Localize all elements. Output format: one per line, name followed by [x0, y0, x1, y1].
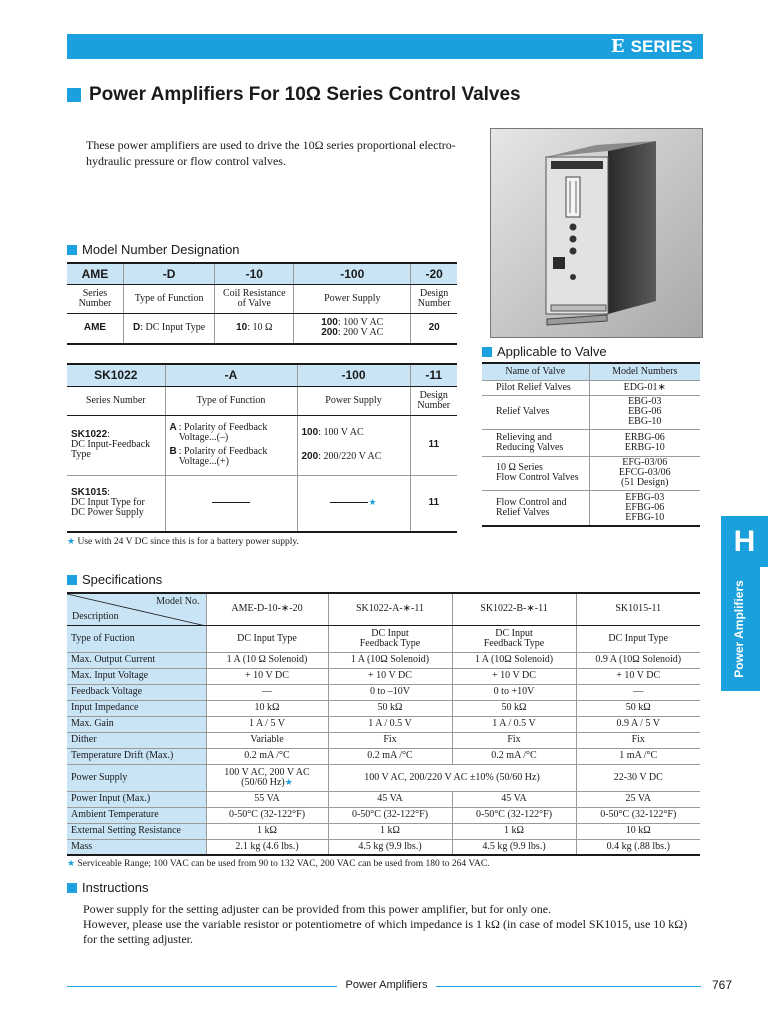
power-text-100: : 100 V AC	[337, 317, 384, 329]
table-row	[67, 684, 700, 700]
valve-models: EBG-03 EBG-06 EBG-10	[628, 396, 662, 427]
header-cell: AME	[67, 263, 123, 284]
function-cell	[123, 313, 214, 344]
title-square-icon	[67, 88, 81, 102]
applicable-valve-table	[482, 362, 700, 527]
spec-label: Power Input (Max.)	[67, 791, 206, 807]
model-designation-table	[67, 262, 457, 345]
section-square-icon	[67, 575, 77, 585]
spec-value: 55 VA	[206, 791, 328, 807]
star-icon: ★	[284, 777, 293, 788]
table-row	[67, 823, 700, 839]
series-text: SERIES	[630, 36, 693, 56]
spec-value: Fix	[452, 732, 576, 748]
table-row	[67, 839, 700, 855]
header-cell: SK1022	[67, 364, 165, 386]
table-row	[482, 380, 700, 395]
spec-value: 1 A (10 Ω Solenoid)	[206, 652, 328, 668]
spec-value: Fix	[576, 732, 700, 748]
spec-label: Type of Fuction	[67, 625, 206, 652]
spec-value: 0.2 mA /°C	[452, 748, 576, 764]
power-200-text: : 200/220 V AC	[318, 451, 382, 462]
battery-note	[67, 537, 299, 547]
valve-models: EFBG-03 EFBG-06 EFBG-10	[625, 491, 665, 523]
valve-models: EFG-03/06 EFCG-03/06 (51 Design)	[618, 457, 671, 488]
section-square-icon	[482, 347, 492, 357]
subheader-cell: Power Supply	[294, 284, 411, 313]
coil-text: : 10 Ω	[247, 322, 273, 334]
header-cell: -10	[215, 263, 294, 284]
spec-value: + 10 V DC	[452, 668, 576, 684]
model-header: SK1022-B-∗-11	[452, 593, 576, 625]
spec-value: 0.2 mA /°C	[328, 748, 452, 764]
design-value: 20	[411, 313, 457, 344]
valve-name: 10 Ω Series Flow Control Valves	[482, 456, 589, 490]
valve-name: Pilot Relief Valves	[482, 380, 589, 395]
table-row	[67, 807, 700, 823]
sk1022-desc: DC Input-Feedback Type	[71, 439, 151, 460]
header-cell: Name of Valve	[482, 363, 589, 380]
spec-value: 1 kΩ	[452, 823, 576, 839]
page-title-text: Power Amplifiers For 10Ω Series Control Valves	[89, 84, 521, 105]
table-row	[482, 395, 700, 429]
spec-value: 10 kΩ	[206, 700, 328, 716]
valve-name: Relieving and Reducing Valves	[482, 429, 589, 456]
sk-designation-table	[67, 363, 457, 533]
header-cell: -20	[411, 263, 457, 284]
corner-top-label: Model No.	[156, 596, 200, 607]
section-tab-text: Power Amplifiers	[732, 580, 746, 678]
table-header-row	[67, 364, 457, 386]
series-banner	[67, 34, 703, 59]
spec-value: + 10 V DC	[576, 668, 700, 684]
series-value: AME	[67, 313, 123, 344]
spec-value: 1 kΩ	[206, 823, 328, 839]
spec-value: 45 VA	[452, 791, 576, 807]
spec-value: 1 kΩ	[328, 823, 452, 839]
spec-value: 25 VA	[576, 791, 700, 807]
specifications-heading-text: Specifications	[82, 572, 163, 587]
header-cell: Model Numbers	[589, 363, 700, 380]
spec-value: 1 A (10Ω Solenoid)	[328, 652, 452, 668]
function-text: : DC Input Type	[140, 322, 206, 334]
battery-note-text: Use with 24 V DC since this is for a battery power supply.	[77, 537, 299, 547]
valve-models: ERBG-06 ERBG-10	[624, 431, 665, 453]
spec-value: 0.9 A (10Ω Solenoid)	[576, 652, 700, 668]
spec-value: 4.5 kg (9.9 lbs.)	[328, 839, 452, 855]
header-cell: -100	[297, 364, 410, 386]
spec-label: Power Supply	[67, 764, 206, 791]
spec-label: Input Impedance	[67, 700, 206, 716]
power-100-code: 100	[301, 427, 319, 438]
corner-bottom-label: Description	[72, 610, 119, 622]
spec-value: 2.1 kg (4.6 lbs.)	[206, 839, 328, 855]
spec-value: 4.5 kg (9.9 lbs.)	[452, 839, 576, 855]
subheader-cell: Type of Function	[165, 386, 297, 415]
subheader-cell: Series Number	[67, 386, 165, 415]
instructions-line-2: However, please use the variable resistor or potentiometre of which impedance is 1 kΩ (in case of model SK1015, use 10 kΩ) for the setting adjuster.	[83, 917, 688, 946]
spec-value: 0-50°C (32-122°F)	[328, 807, 452, 823]
subheader-cell: Design Number	[410, 386, 457, 415]
table-row	[67, 284, 457, 313]
sk1022-cell: SK1022: DC Input-Feedback Type	[67, 415, 165, 475]
sk1022-code: SK1022	[71, 429, 108, 440]
table-row	[482, 429, 700, 456]
spec-label: Max. Input Voltage	[67, 668, 206, 684]
sk1015-cell: SK1015: DC Input Type for DC Power Supply	[67, 475, 165, 532]
specifications-heading	[67, 572, 162, 587]
model-designation-heading-text: Model Number Designation	[82, 242, 240, 257]
func-a-code: A	[169, 422, 177, 433]
valve-models: EDG-01∗	[623, 381, 666, 393]
header-cell: -D	[123, 263, 214, 284]
spec-label: External Setting Resistance	[67, 823, 206, 839]
power-code-100: 100	[321, 317, 338, 329]
instructions-heading	[67, 880, 148, 895]
applicable-valve-heading-text: Applicable to Valve	[497, 344, 607, 359]
footer-divider-right	[436, 986, 701, 987]
table-row	[67, 791, 700, 807]
valve-name: Flow Control and Relief Valves	[482, 490, 589, 526]
footer-label: Power Amplifiers	[345, 979, 428, 991]
table-row	[67, 748, 700, 764]
table-row	[482, 456, 700, 490]
table-row	[67, 700, 700, 716]
spec-value: 10 kΩ	[576, 823, 700, 839]
applicable-valve-heading	[482, 344, 607, 359]
spec-value: —	[576, 684, 700, 700]
table-row	[67, 313, 457, 344]
intro-paragraph: These power amplifiers are used to drive the 10Ω series proportional electro-hydraulic pressure or flow control valves.	[86, 138, 456, 168]
table-row	[67, 415, 457, 475]
spec-value: 0.4 kg (.88 lbs.)	[576, 839, 700, 855]
section-square-icon	[67, 245, 77, 255]
spec-label: Feedback Voltage	[67, 684, 206, 700]
spec-value: DC Input Feedback Type	[452, 625, 576, 652]
func-b-code: B	[169, 446, 177, 457]
page-number: 767	[712, 978, 733, 992]
header-cell: -11	[410, 364, 457, 386]
table-row	[482, 490, 700, 526]
series-label	[611, 36, 693, 57]
subheader-cell: Coil Resistance of Valve	[215, 284, 294, 313]
power-200-code: 200	[301, 451, 319, 462]
spec-value: 1 A (10Ω Solenoid)	[452, 652, 576, 668]
func-b-text: : Polarity of Feedback Voltage...(+)	[178, 446, 268, 467]
spec-value	[206, 764, 328, 791]
spec-value: 1 A / 0.5 V	[452, 716, 576, 732]
serviceable-range-note	[67, 859, 490, 869]
power-cell	[297, 415, 410, 475]
spec-value: 1 mA /°C	[576, 748, 700, 764]
spec-value: 0.9 A / 5 V	[576, 716, 700, 732]
coil-code: 10	[236, 322, 248, 334]
spec-label: Ambient Temperature	[67, 807, 206, 823]
star-icon: ★	[368, 498, 377, 509]
valve-name: Relief Valves	[482, 395, 589, 429]
dash-line	[212, 502, 250, 503]
spec-label: Dither	[67, 732, 206, 748]
table-row	[67, 475, 457, 532]
spec-value: 0.2 mA /°C	[206, 748, 328, 764]
page-title	[67, 84, 521, 106]
spec-value: + 10 V DC	[328, 668, 452, 684]
table-row	[67, 386, 457, 415]
specifications-table	[67, 592, 700, 856]
power-code-200: 200	[321, 327, 338, 339]
spec-value: + 10 V DC	[206, 668, 328, 684]
spec-value: 1 A / 5 V	[206, 716, 328, 732]
table-row	[67, 716, 700, 732]
table-row	[67, 652, 700, 668]
table-row	[67, 668, 700, 684]
spec-value: 50 kΩ	[328, 700, 452, 716]
power-supply-ame: 100 V AC, 200 V AC (50/60 Hz)	[224, 766, 310, 788]
subheader-cell: Type of Function	[123, 284, 214, 313]
section-square-icon	[67, 883, 77, 893]
e-series-logo-icon: E	[610, 36, 625, 57]
instructions-text	[83, 902, 703, 947]
spec-label: Max. Output Current	[67, 652, 206, 668]
function-code: D	[133, 322, 141, 334]
spec-value: 0-50°C (32-122°F)	[576, 807, 700, 823]
spec-value: DC Input Feedback Type	[328, 625, 452, 652]
table-row	[67, 764, 700, 791]
spec-value: 50 kΩ	[576, 700, 700, 716]
spec-value: 0 to +10V	[452, 684, 576, 700]
corner-cell	[67, 593, 206, 625]
spec-value: 1 A / 0.5 V	[328, 716, 452, 732]
serviceable-range-note-text: Serviceable Range; 100 VAC can be used from 90 to 132 VAC, 200 VAC can be used from 180 to 264 VAC.	[77, 859, 490, 869]
model-designation-heading	[67, 242, 240, 257]
subheader-cell: Design Number	[411, 284, 457, 313]
sk1015-desc: DC Input Type for DC Power Supply	[71, 497, 145, 519]
spec-label: Mass	[67, 839, 206, 855]
header-cell: -100	[294, 263, 411, 284]
power-100-text: : 100 V AC	[318, 427, 364, 438]
power-cell	[297, 475, 410, 532]
model-header: SK1015-11	[576, 593, 700, 625]
power-cell	[294, 313, 411, 344]
function-cell	[165, 415, 297, 475]
func-a-text: : Polarity of Feedback Voltage...(–)	[178, 422, 268, 443]
design-value: 11	[410, 415, 457, 475]
sk1015-code: SK1015	[71, 487, 108, 499]
spec-value: DC Input Type	[576, 625, 700, 652]
spec-value: Variable	[206, 732, 328, 748]
spec-label: Max. Gain	[67, 716, 206, 732]
power-text-200: : 200 V AC	[337, 327, 384, 339]
dash-line	[330, 502, 368, 503]
instructions-line-1: Power supply for the setting adjuster can be provided from this power amplifier, but for only one.	[83, 902, 552, 916]
header-cell: -A	[165, 364, 297, 386]
table-header-row	[67, 593, 700, 625]
model-header: SK1022-A-∗-11	[328, 593, 452, 625]
star-icon: ★	[67, 537, 76, 547]
spec-value: Fix	[328, 732, 452, 748]
model-header: AME-D-10-∗-20	[206, 593, 328, 625]
function-cell	[165, 475, 297, 532]
spec-value: 0-50°C (32-122°F)	[452, 807, 576, 823]
star-icon: ★	[67, 859, 76, 869]
product-photo	[490, 128, 703, 338]
design-value: 11	[410, 475, 457, 532]
subheader-cell: Power Supply	[297, 386, 410, 415]
table-header-row	[67, 263, 457, 284]
table-header-row	[482, 363, 700, 380]
instructions-heading-text: Instructions	[82, 880, 149, 895]
table-row	[67, 625, 700, 652]
spec-label: Temperature Drift (Max.)	[67, 748, 206, 764]
coil-cell	[215, 313, 294, 344]
section-tab-letter: H	[721, 516, 768, 567]
spec-value: —	[206, 684, 328, 700]
spec-value: 22-30 V DC	[576, 764, 700, 791]
spec-value: 0-50°C (32-122°F)	[206, 807, 328, 823]
spec-value: DC Input Type	[206, 625, 328, 652]
footer-divider-left	[67, 986, 337, 987]
spec-value: 50 kΩ	[452, 700, 576, 716]
table-row	[67, 732, 700, 748]
spec-value: 0 to –10V	[328, 684, 452, 700]
spec-value: 45 VA	[328, 791, 452, 807]
spec-value: 100 V AC, 200/220 V AC ±10% (50/60 Hz)	[328, 764, 576, 791]
subheader-cell: Series Number	[67, 284, 123, 313]
